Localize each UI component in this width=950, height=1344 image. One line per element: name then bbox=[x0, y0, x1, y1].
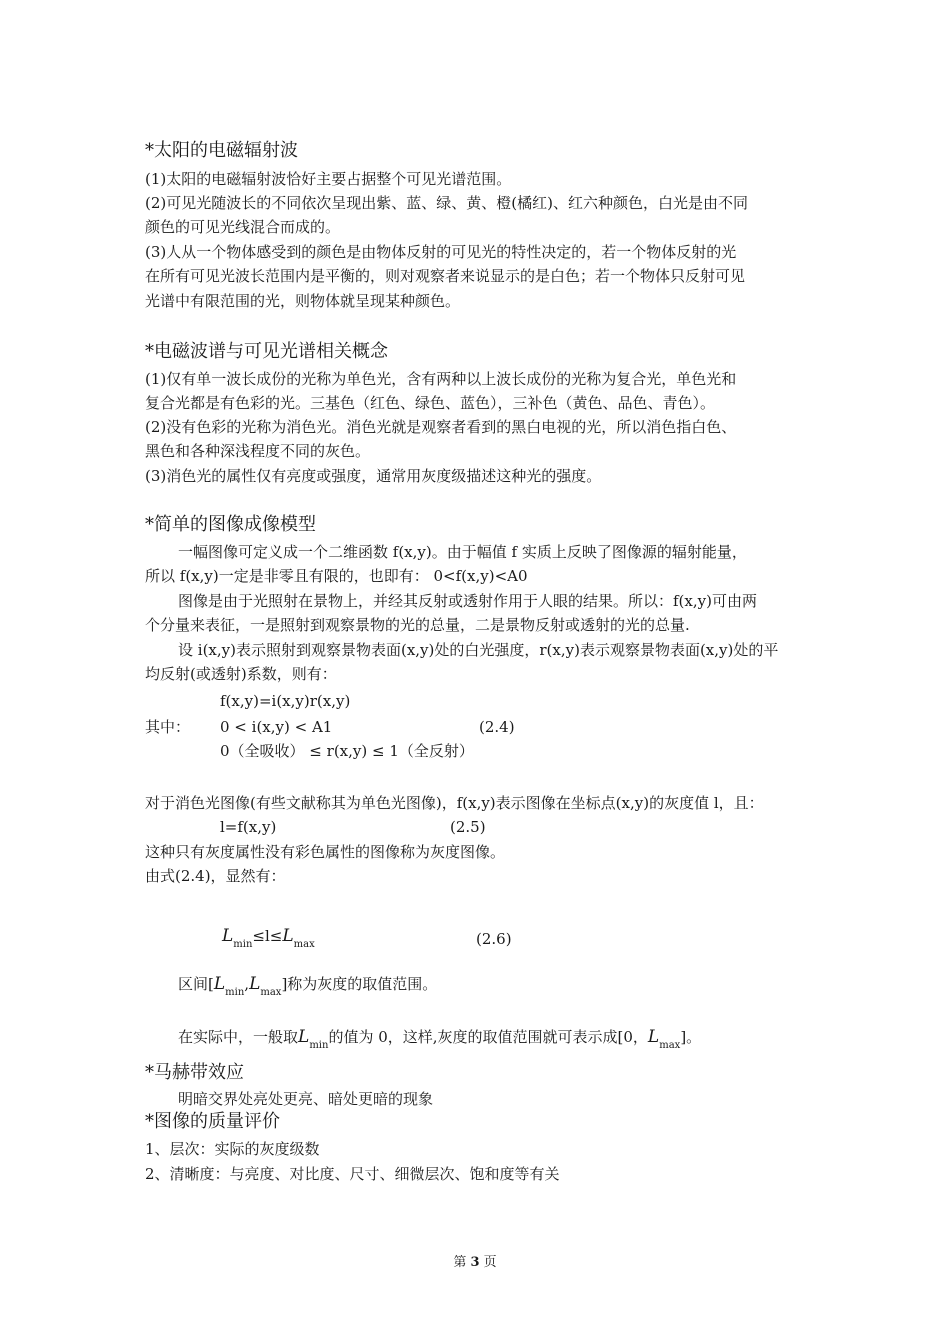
paragraph-line: 黑色和各种深浅程度不同的灰色。 bbox=[145, 442, 371, 460]
section-title-quality: *图像的质量评价 bbox=[145, 1111, 280, 1132]
paragraph-line: 对于消色光图像(有些文献称其为单色光图像)，f(x,y)表示图像在坐标点(x,y)的灰度值 l，且： bbox=[145, 794, 764, 812]
paragraph-line: 设 i(x,y)表示照射到观察景物表面(x,y)处的白光强度，r(x,y)表示观察景物表面(x,y)处的平 bbox=[178, 641, 779, 659]
paragraph-line: 均反射(或透射)系数，则有： bbox=[145, 665, 337, 683]
page-footer: 第 3 页 bbox=[453, 1255, 497, 1270]
paragraph-line: 一幅图像可定义成一个二维函数 f(x,y)。由于幅值 f 实质上反映了图像源的辐射能量， bbox=[178, 543, 747, 561]
paragraph-line: 明暗交界处亮处更亮、暗处更暗的现象 bbox=[178, 1090, 434, 1108]
page-number: 3 bbox=[470, 1255, 480, 1270]
section-title-spectrum: *电磁波谱与可见光谱相关概念 bbox=[145, 341, 388, 362]
equation-product: f(x,y)=i(x,y)r(x,y) bbox=[220, 692, 351, 710]
paragraph-line: 图像是由于光照射在景物上，并经其反射或透射作用于人眼的结果。所以：f(x,y)可由两 bbox=[178, 592, 757, 610]
paragraph-line: 复合光都是有色彩的光。三基色（红色、绿色、蓝色），三补色（黄色、品色、青色）。 bbox=[145, 394, 716, 412]
section-title-model: *简单的图像成像模型 bbox=[145, 514, 316, 535]
paragraph-line: (1)太阳的电磁辐射波恰好主要占据整个可见光谱范围。 bbox=[145, 170, 512, 188]
paragraph-line: 这种只有灰度属性没有彩色属性的图像称为灰度图像。 bbox=[145, 843, 506, 861]
list-item: 1、层次：实际的灰度级数 bbox=[145, 1140, 320, 1158]
paragraph-line: (3)人从一个物体感受到的颜色是由物体反射的可见光的特性决定的，若一个物体反射的光 bbox=[145, 243, 737, 261]
equation-r-range: 0（全吸收） ≤ r(x,y) ≤ 1（全反射） bbox=[220, 742, 474, 760]
paragraph-line: (3)消色光的属性仅有亮度或强度，通常用灰度级描述这种光的强度。 bbox=[145, 467, 602, 485]
equation-number: (2.6) bbox=[476, 930, 512, 948]
section-title-mach: *马赫带效应 bbox=[145, 1062, 244, 1083]
equation-number: (2.4) bbox=[479, 718, 515, 736]
practice-line: 在实际中，一般取$L_{min}$的值为 0，这样,灰度的取值范围就可表示成[0，$L_{max}$]。 bbox=[178, 1027, 702, 1051]
list-item: 2、清晰度：与亮度、对比度、尺寸、细微层次、饱和度等有关 bbox=[145, 1165, 560, 1183]
paragraph-line: (2)没有色彩的光称为消色光。消色光就是观察者看到的黑白电视的光，所以消色指白色、 bbox=[145, 418, 737, 436]
equation-i-range: 0 < i(x,y) < A1 bbox=[220, 718, 333, 736]
paragraph-line: 在所有可见光波长范围内是平衡的，则对观察者来说显示的是白色；若一个物体只反射可见 bbox=[145, 267, 746, 285]
paragraph-line: (2)可见光随波长的不同依次呈现出紫、蓝、绿、黄、橙(橘红)、红六种颜色，白光是由不同 bbox=[145, 194, 748, 212]
equation-l: l=f(x,y) bbox=[220, 818, 277, 836]
equation-2-6: $L_{min}\le l\le L_{max}$ bbox=[222, 926, 315, 950]
interval-line: 区间$[L_{min},L_{max}]$称为灰度的取值范围。 bbox=[178, 974, 438, 998]
paragraph-line: 所以 f(x,y)一定是非零且有限的，也即有： 0<f(x,y)<A0 bbox=[145, 567, 528, 585]
equation-number: (2.5) bbox=[450, 818, 486, 836]
paragraph-line: 由式(2.4)，显然有： bbox=[145, 867, 286, 885]
paragraph-line: 个分量来表征，一是照射到观察景物的光的总量，二是景物反射或透射的光的总量. bbox=[145, 616, 690, 634]
section-title-sun: *太阳的电磁辐射波 bbox=[145, 140, 298, 161]
paragraph-line: (1)仅有单一波长成份的光称为单色光，含有两种以上波长成份的光称为复合光，单色光和 bbox=[145, 370, 737, 388]
paragraph-line: 颜色的可见光线混合而成的。 bbox=[145, 218, 341, 236]
paragraph-line: 光谱中有限范围的光，则物体就呈现某种颜色。 bbox=[145, 292, 461, 310]
where-label: 其中： bbox=[145, 718, 191, 736]
